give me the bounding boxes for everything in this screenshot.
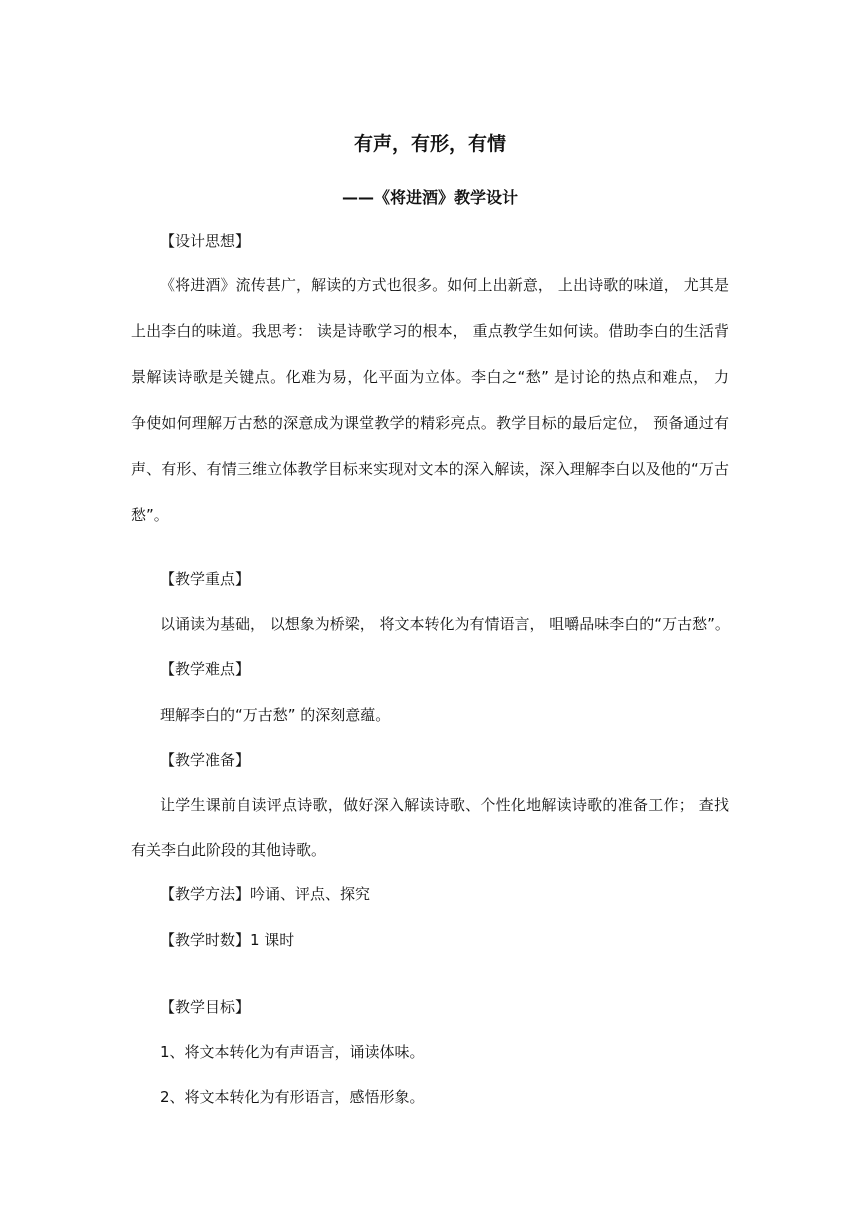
difficulties-text: 理解李白的“万古愁” 的深刻意蕴。	[160, 706, 391, 724]
section-heading-design-idea: 【设计思想】	[160, 232, 251, 250]
paragraph-line: 争使如何理解万古愁的深意成为课堂教学的精彩亮点。教学目标的最后定位， 预备通过有	[131, 414, 729, 432]
objective-item: 1、将文本转化为有声语言，诵读体味。	[160, 1043, 425, 1061]
document-title: 有声，有形，有情	[353, 133, 506, 155]
paragraph-line: 愁”。	[131, 506, 169, 524]
paragraph-line: 景解读诗歌是关键点。化难为易，化平面为立体。李白之“愁” 是讨论的热点和难点， 力	[131, 368, 729, 386]
section-heading-objectives: 【教学目标】	[160, 998, 251, 1016]
paragraph-line: 上出李白的味道。我思考： 读是诗歌学习的根本， 重点教学生如何读。借助李白的生活背	[131, 322, 729, 340]
paragraph-line: 有关李白此阶段的其他诗歌。	[131, 841, 327, 859]
section-heading-difficulties: 【教学难点】	[160, 660, 251, 678]
paragraph-line: 声、有形、有情三维立体教学目标来实现对文本的深入解读，深入理解李白以及他的“万古	[131, 460, 729, 478]
paragraph-line: 让学生课前自读评点诗歌，做好深入解读诗歌、个性化地解读诗歌的准备工作； 查找	[160, 796, 729, 814]
paragraph-line: 《将进酒》流传甚广，解读的方式也很多。如何上出新意， 上出诗歌的味道， 尤其是	[160, 276, 729, 294]
method-text: 【教学方法】吟诵、评点、探究	[160, 885, 371, 903]
document-subtitle: ——《将进酒》教学设计	[341, 188, 518, 207]
key-points-text: 以诵读为基础， 以想象为桥梁， 将文本转化为有情语言， 咀嚼品味李白的“万古愁”。	[160, 615, 730, 633]
section-heading-preparation: 【教学准备】	[160, 751, 251, 769]
objective-item: 2、将文本转化为有形语言，感悟形象。	[160, 1088, 425, 1106]
hours-text: 【教学时数】1 课时	[160, 931, 295, 949]
section-heading-key-points: 【教学重点】	[160, 570, 251, 588]
